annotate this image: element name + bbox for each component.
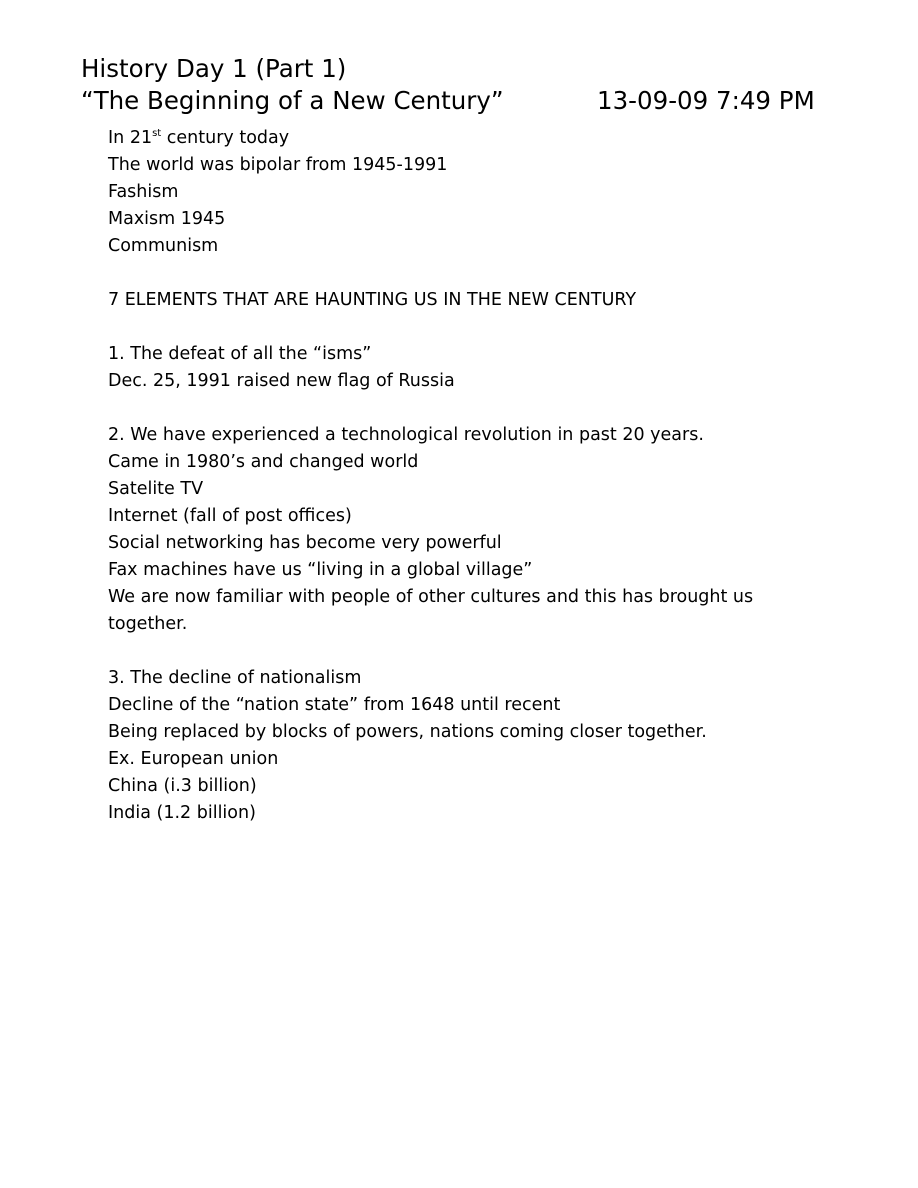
section-3-title: 3. The decline of nationalism [108, 668, 362, 688]
section-2-title: 2. We have experienced a technological revolution in past 20 years. [108, 425, 704, 445]
blank-line [108, 314, 808, 341]
section-3-line: China (i.3 billion) [108, 776, 257, 796]
subtitle-row [81, 85, 841, 117]
intro-line: Fashism [108, 182, 179, 202]
document-title: History Day 1 (Part 1) [81, 54, 347, 83]
blank-line [108, 395, 808, 422]
section-1-title: 1. The defeat of all the “isms” [108, 344, 372, 364]
intro-line-superscript: st [152, 128, 162, 139]
intro-line [108, 125, 808, 152]
blank-line [108, 638, 808, 665]
blank-line [108, 260, 808, 287]
document-body [108, 125, 808, 827]
section-3-line: India (1.2 billion) [108, 803, 256, 823]
section-2-line: Fax machines have us “living in a global village” [108, 560, 533, 580]
section-3-line: Being replaced by blocks of powers, nations coming closer together. [108, 722, 707, 742]
section-heading: 7 ELEMENTS THAT ARE HAUNTING US IN THE NEW CENTURY [108, 290, 637, 310]
intro-line-prefix: In 21 [108, 128, 153, 148]
document-subtitle: “The Beginning of a New Century” [81, 86, 504, 115]
section-2-line: Came in 1980’s and changed world [108, 452, 419, 472]
section-2-line: Satelite TV [108, 479, 204, 499]
intro-line: Communism [108, 236, 219, 256]
section-2-line: We are now familiar with people of other cultures and this has brought us together. [108, 587, 754, 634]
section-2-line: Internet (fall of post offices) [108, 506, 352, 526]
section-2-line: Social networking has become very powerful [108, 533, 502, 553]
intro-line: Maxism 1945 [108, 209, 226, 229]
section-1-line: Dec. 25, 1991 raised new flag of Russia [108, 371, 455, 391]
section-3-line: Decline of the “nation state” from 1648 until recent [108, 695, 561, 715]
intro-line: The world was bipolar from 1945-1991 [108, 155, 448, 175]
intro-line-suffix: century today [161, 128, 290, 148]
document-header [81, 53, 841, 117]
section-3-line: Ex. European union [108, 749, 279, 769]
document-datetime: 13-09-09 7:49 PM [597, 86, 815, 115]
